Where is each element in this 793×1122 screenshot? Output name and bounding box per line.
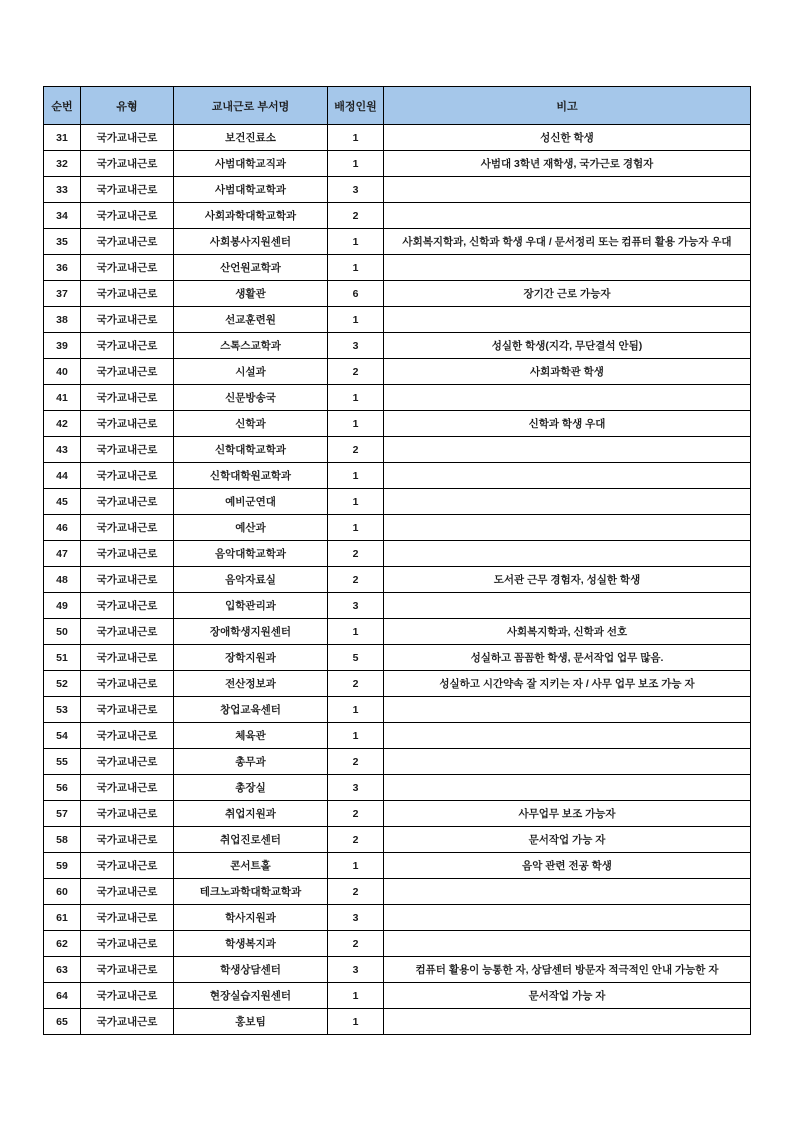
cell-type: 국가교내근로 [81, 879, 174, 905]
table-row [44, 931, 751, 957]
cell-dept: 선교훈련원 [174, 307, 328, 333]
cell-no: 34 [44, 203, 81, 229]
table-row [44, 281, 751, 307]
cell-note: 성실하고 꼼꼼한 학생, 문서작업 업무 많음. [384, 645, 751, 671]
table-row [44, 749, 751, 775]
cell-count: 1 [328, 619, 384, 645]
cell-no: 32 [44, 151, 81, 177]
cell-dept: 홍보팀 [174, 1009, 328, 1035]
cell-note [384, 177, 751, 203]
header-no: 순번 [44, 87, 81, 125]
cell-dept: 예비군연대 [174, 489, 328, 515]
cell-note: 컴퓨터 활용이 능통한 자, 상담센터 방문자 적극적인 안내 가능한 자 [384, 957, 751, 983]
header-count: 배정인원 [328, 87, 384, 125]
cell-count: 2 [328, 203, 384, 229]
table-row [44, 827, 751, 853]
cell-no: 64 [44, 983, 81, 1009]
cell-dept: 장애학생지원센터 [174, 619, 328, 645]
table-row [44, 619, 751, 645]
cell-dept: 장학지원과 [174, 645, 328, 671]
cell-note [384, 879, 751, 905]
cell-dept: 사범대학교학과 [174, 177, 328, 203]
table-row [44, 879, 751, 905]
cell-no: 37 [44, 281, 81, 307]
cell-count: 1 [328, 255, 384, 281]
cell-dept: 현장실습지원센터 [174, 983, 328, 1009]
table-row [44, 125, 751, 151]
cell-dept: 학생상담센터 [174, 957, 328, 983]
cell-no: 51 [44, 645, 81, 671]
cell-note: 문서작업 가능 자 [384, 827, 751, 853]
cell-type: 국가교내근로 [81, 385, 174, 411]
cell-type: 국가교내근로 [81, 281, 174, 307]
cell-note [384, 489, 751, 515]
table-row [44, 177, 751, 203]
cell-count: 3 [328, 333, 384, 359]
cell-type: 국가교내근로 [81, 983, 174, 1009]
cell-dept: 콘서트홀 [174, 853, 328, 879]
cell-no: 46 [44, 515, 81, 541]
cell-type: 국가교내근로 [81, 827, 174, 853]
cell-note [384, 437, 751, 463]
table-row [44, 463, 751, 489]
cell-no: 53 [44, 697, 81, 723]
cell-note: 문서작업 가능 자 [384, 983, 751, 1009]
cell-dept: 음악자료실 [174, 567, 328, 593]
cell-note [384, 775, 751, 801]
cell-note: 성신한 학생 [384, 125, 751, 151]
table-row [44, 593, 751, 619]
cell-no: 60 [44, 879, 81, 905]
cell-no: 39 [44, 333, 81, 359]
table-row [44, 567, 751, 593]
table-row [44, 801, 751, 827]
cell-dept: 사회과학대학교학과 [174, 203, 328, 229]
cell-no: 48 [44, 567, 81, 593]
cell-note [384, 255, 751, 281]
cell-note [384, 593, 751, 619]
cell-note: 사회복지학과, 신학과 선호 [384, 619, 751, 645]
cell-type: 국가교내근로 [81, 333, 174, 359]
cell-dept: 신학대학교학과 [174, 437, 328, 463]
cell-type: 국가교내근로 [81, 307, 174, 333]
table-row [44, 385, 751, 411]
cell-note [384, 931, 751, 957]
table-row [44, 1009, 751, 1035]
cell-note [384, 515, 751, 541]
cell-note [384, 697, 751, 723]
cell-count: 2 [328, 437, 384, 463]
cell-dept: 신학과 [174, 411, 328, 437]
cell-note [384, 1009, 751, 1035]
cell-type: 국가교내근로 [81, 359, 174, 385]
cell-note: 성실한 학생(지각, 무단결석 안됨) [384, 333, 751, 359]
cell-dept: 총장실 [174, 775, 328, 801]
cell-note: 사무업무 보조 가능자 [384, 801, 751, 827]
table-row [44, 229, 751, 255]
cell-note: 사회복지학과, 신학과 학생 우대 / 문서정리 또는 컴퓨터 활용 가능자 우대 [384, 229, 751, 255]
cell-count: 2 [328, 801, 384, 827]
cell-count: 1 [328, 853, 384, 879]
header-dept: 교내근로 부서명 [174, 87, 328, 125]
table-body [44, 125, 751, 1035]
cell-type: 국가교내근로 [81, 411, 174, 437]
cell-dept: 생활관 [174, 281, 328, 307]
cell-count: 1 [328, 983, 384, 1009]
table-row [44, 671, 751, 697]
cell-count: 3 [328, 593, 384, 619]
table-row [44, 515, 751, 541]
cell-no: 57 [44, 801, 81, 827]
cell-note [384, 541, 751, 567]
cell-dept: 사회봉사지원센터 [174, 229, 328, 255]
table-row [44, 489, 751, 515]
cell-type: 국가교내근로 [81, 125, 174, 151]
cell-type: 국가교내근로 [81, 541, 174, 567]
table-row [44, 333, 751, 359]
cell-dept: 취업진로센터 [174, 827, 328, 853]
table-row [44, 203, 751, 229]
cell-count: 1 [328, 723, 384, 749]
cell-dept: 사범대학교직과 [174, 151, 328, 177]
cell-type: 국가교내근로 [81, 463, 174, 489]
cell-dept: 예산과 [174, 515, 328, 541]
cell-dept: 학생복지과 [174, 931, 328, 957]
cell-no: 45 [44, 489, 81, 515]
table-row [44, 905, 751, 931]
header-row [44, 87, 751, 125]
assignment-table [43, 86, 751, 1035]
cell-count: 2 [328, 541, 384, 567]
cell-count: 5 [328, 645, 384, 671]
cell-type: 국가교내근로 [81, 489, 174, 515]
table-row [44, 437, 751, 463]
cell-type: 국가교내근로 [81, 723, 174, 749]
table-row [44, 697, 751, 723]
cell-type: 국가교내근로 [81, 593, 174, 619]
cell-type: 국가교내근로 [81, 645, 174, 671]
cell-type: 국가교내근로 [81, 151, 174, 177]
cell-type: 국가교내근로 [81, 853, 174, 879]
cell-type: 국가교내근로 [81, 203, 174, 229]
cell-no: 49 [44, 593, 81, 619]
cell-dept: 창업교육센터 [174, 697, 328, 723]
cell-count: 1 [328, 1009, 384, 1035]
cell-no: 55 [44, 749, 81, 775]
cell-note: 사범대 3학년 재학생, 국가근로 경험자 [384, 151, 751, 177]
cell-dept: 총무과 [174, 749, 328, 775]
cell-type: 국가교내근로 [81, 1009, 174, 1035]
cell-no: 63 [44, 957, 81, 983]
cell-no: 61 [44, 905, 81, 931]
cell-no: 38 [44, 307, 81, 333]
cell-no: 31 [44, 125, 81, 151]
cell-dept: 산언원교학과 [174, 255, 328, 281]
cell-count: 1 [328, 411, 384, 437]
cell-type: 국가교내근로 [81, 515, 174, 541]
cell-note: 성실하고 시간약속 잘 지키는 자 / 사무 업무 보조 가능 자 [384, 671, 751, 697]
cell-dept: 학사지원과 [174, 905, 328, 931]
cell-type: 국가교내근로 [81, 775, 174, 801]
cell-type: 국가교내근로 [81, 177, 174, 203]
table-row [44, 255, 751, 281]
cell-no: 35 [44, 229, 81, 255]
cell-type: 국가교내근로 [81, 671, 174, 697]
cell-type: 국가교내근로 [81, 437, 174, 463]
cell-no: 56 [44, 775, 81, 801]
cell-type: 국가교내근로 [81, 957, 174, 983]
cell-note [384, 385, 751, 411]
cell-no: 40 [44, 359, 81, 385]
cell-type: 국가교내근로 [81, 619, 174, 645]
cell-count: 6 [328, 281, 384, 307]
header-type: 유형 [81, 87, 174, 125]
cell-no: 47 [44, 541, 81, 567]
cell-dept: 전산정보과 [174, 671, 328, 697]
cell-dept: 음악대학교학과 [174, 541, 328, 567]
cell-count: 1 [328, 307, 384, 333]
table-row [44, 411, 751, 437]
cell-note: 사회과학관 학생 [384, 359, 751, 385]
cell-count: 2 [328, 359, 384, 385]
cell-type: 국가교내근로 [81, 931, 174, 957]
cell-no: 42 [44, 411, 81, 437]
cell-note: 음악 관련 전공 학생 [384, 853, 751, 879]
cell-note: 장기간 근로 가능자 [384, 281, 751, 307]
table-row [44, 775, 751, 801]
cell-no: 62 [44, 931, 81, 957]
header-note: 비고 [384, 87, 751, 125]
cell-count: 1 [328, 125, 384, 151]
cell-dept: 체육관 [174, 723, 328, 749]
cell-no: 59 [44, 853, 81, 879]
cell-note [384, 463, 751, 489]
cell-dept: 취업지원과 [174, 801, 328, 827]
cell-dept: 테크노과학대학교학과 [174, 879, 328, 905]
cell-dept: 신문방송국 [174, 385, 328, 411]
table-row [44, 359, 751, 385]
cell-count: 2 [328, 749, 384, 775]
cell-count: 1 [328, 229, 384, 255]
table-row [44, 957, 751, 983]
cell-dept: 스톡스교학과 [174, 333, 328, 359]
cell-no: 65 [44, 1009, 81, 1035]
table-row [44, 307, 751, 333]
cell-note [384, 749, 751, 775]
cell-no: 52 [44, 671, 81, 697]
cell-no: 43 [44, 437, 81, 463]
cell-no: 58 [44, 827, 81, 853]
cell-dept: 입학관리과 [174, 593, 328, 619]
table-row [44, 983, 751, 1009]
cell-count: 1 [328, 151, 384, 177]
cell-no: 33 [44, 177, 81, 203]
cell-count: 1 [328, 515, 384, 541]
cell-type: 국가교내근로 [81, 567, 174, 593]
cell-count: 1 [328, 697, 384, 723]
table-row [44, 541, 751, 567]
cell-note [384, 203, 751, 229]
cell-no: 41 [44, 385, 81, 411]
cell-count: 2 [328, 879, 384, 905]
table-row [44, 151, 751, 177]
cell-no: 54 [44, 723, 81, 749]
cell-no: 36 [44, 255, 81, 281]
cell-type: 국가교내근로 [81, 801, 174, 827]
cell-note: 신학과 학생 우대 [384, 411, 751, 437]
cell-count: 2 [328, 931, 384, 957]
cell-note [384, 905, 751, 931]
cell-note [384, 723, 751, 749]
table-header [44, 87, 751, 125]
cell-type: 국가교내근로 [81, 905, 174, 931]
cell-count: 3 [328, 957, 384, 983]
table-row [44, 723, 751, 749]
cell-count: 2 [328, 671, 384, 697]
cell-type: 국가교내근로 [81, 255, 174, 281]
cell-type: 국가교내근로 [81, 749, 174, 775]
cell-type: 국가교내근로 [81, 697, 174, 723]
cell-count: 2 [328, 567, 384, 593]
cell-note: 도서관 근무 경험자, 성실한 학생 [384, 567, 751, 593]
cell-dept: 보건진료소 [174, 125, 328, 151]
cell-dept: 신학대학원교학과 [174, 463, 328, 489]
cell-count: 1 [328, 489, 384, 515]
cell-no: 44 [44, 463, 81, 489]
cell-dept: 시설과 [174, 359, 328, 385]
cell-count: 3 [328, 775, 384, 801]
cell-note [384, 307, 751, 333]
table-row [44, 853, 751, 879]
cell-no: 50 [44, 619, 81, 645]
cell-count: 1 [328, 385, 384, 411]
cell-count: 3 [328, 177, 384, 203]
cell-count: 3 [328, 905, 384, 931]
table-row [44, 645, 751, 671]
cell-type: 국가교내근로 [81, 229, 174, 255]
cell-count: 1 [328, 463, 384, 489]
cell-count: 2 [328, 827, 384, 853]
